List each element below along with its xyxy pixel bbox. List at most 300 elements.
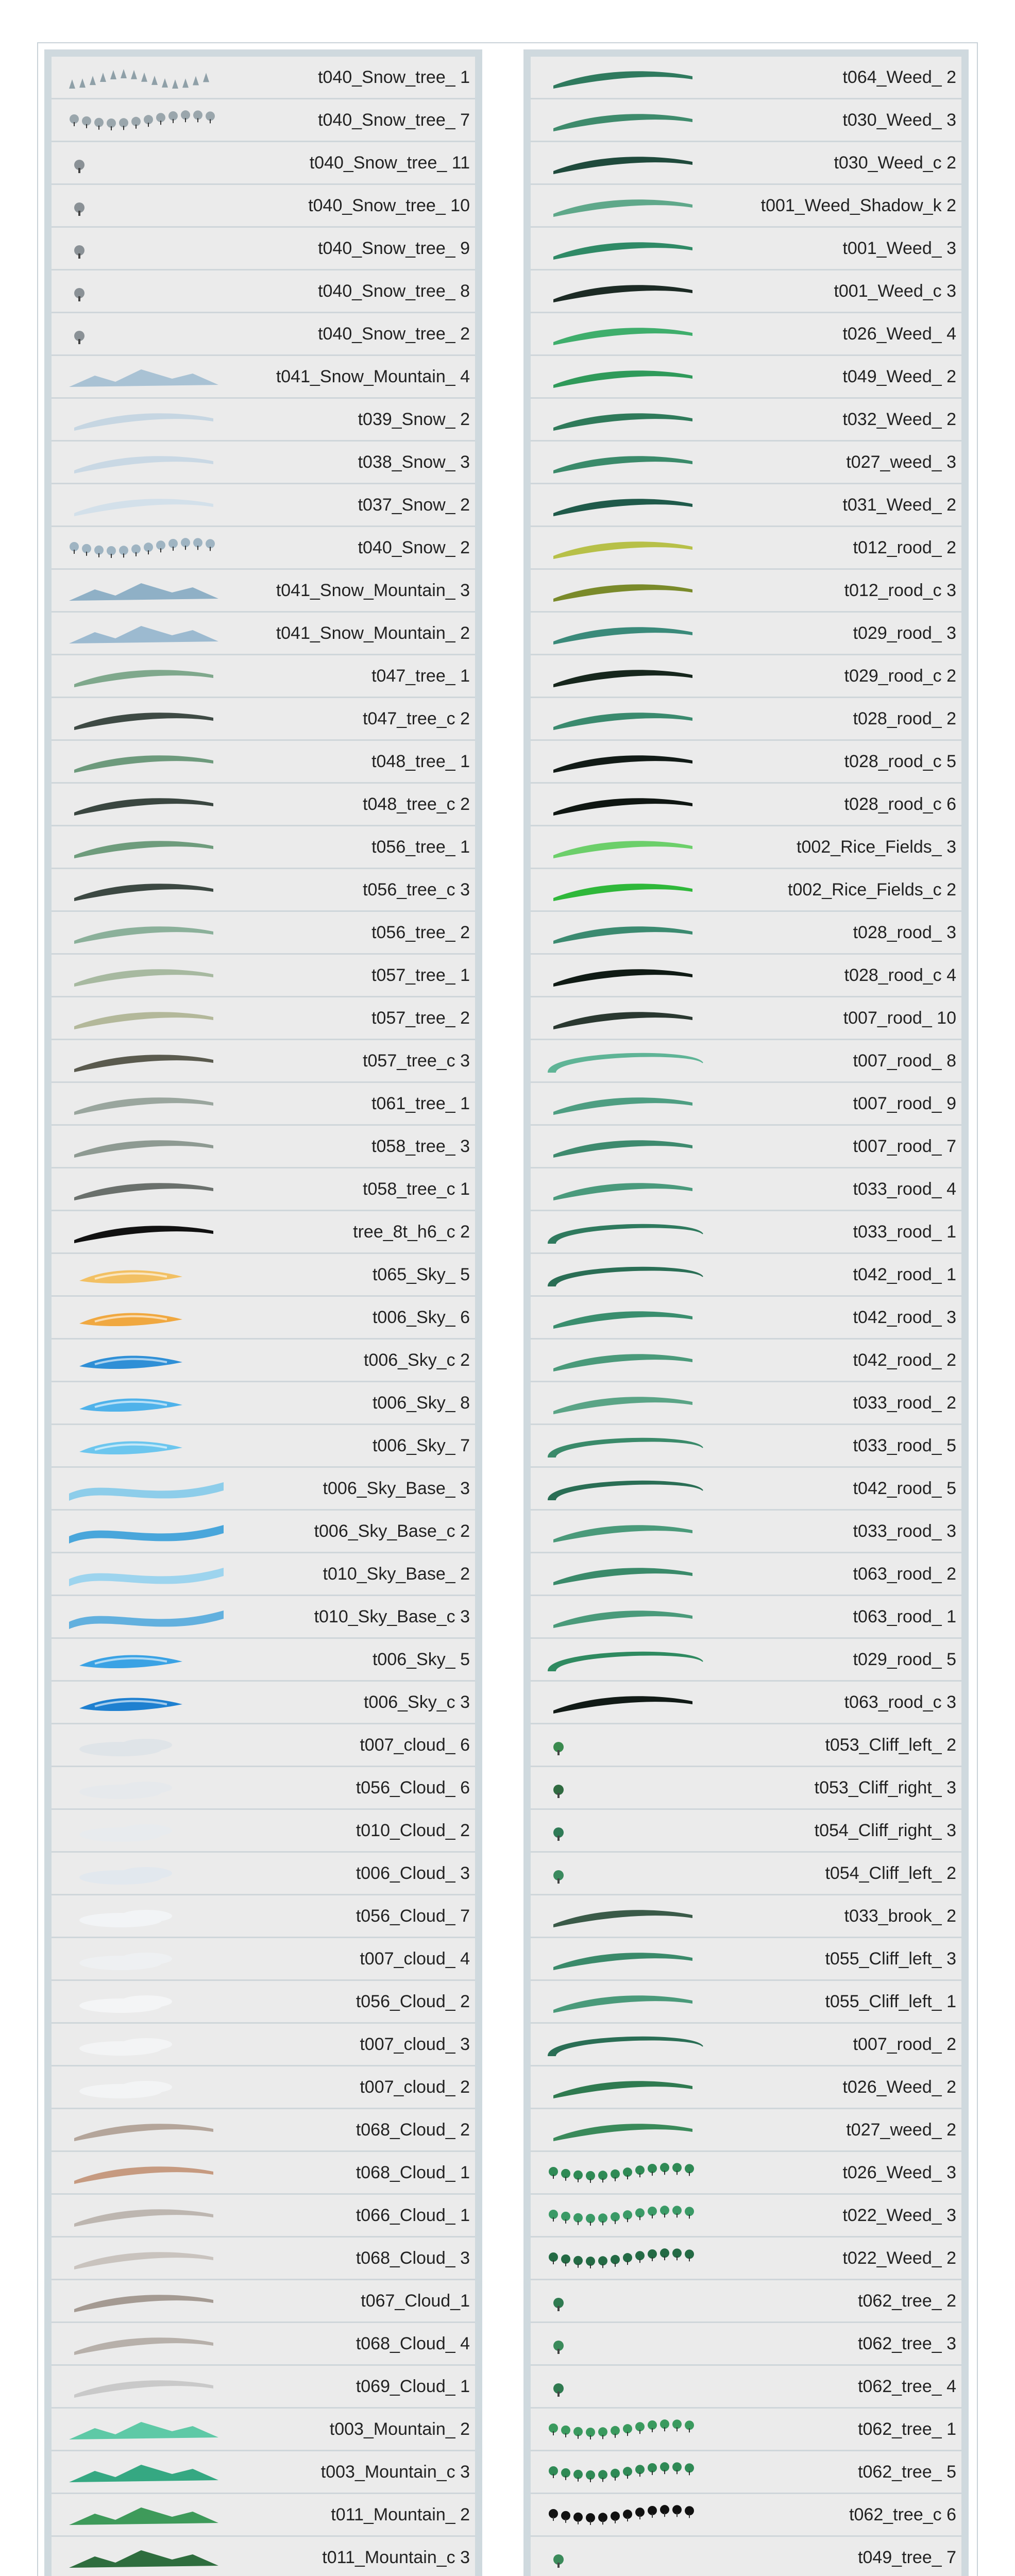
right-brush-item[interactable]: [531, 1938, 961, 1981]
left-brush-item[interactable]: [52, 442, 475, 484]
brush-preview-icon: [538, 871, 713, 909]
brush-name-label: t002_Rice_Fields_ 3: [797, 837, 956, 857]
brush-preview-icon: [538, 444, 713, 482]
brush-name-label: t058_tree_ 3: [371, 1136, 470, 1156]
right-brush-item[interactable]: [531, 1981, 961, 2024]
brush-preview-icon: [59, 230, 234, 268]
brush-name-label: t002_Rice_Fields_c 2: [788, 879, 956, 900]
brush-preview-icon: [538, 401, 713, 439]
brush-preview-icon: [59, 1513, 234, 1551]
left-brush-item[interactable]: [52, 484, 475, 527]
brush-preview-icon: [538, 2282, 713, 2320]
brush-name-label: t069_Cloud_ 1: [356, 2376, 470, 2396]
left-brush-item[interactable]: [52, 1211, 475, 1254]
brush-name-label: t006_Sky_ 8: [372, 1393, 470, 1413]
brush-name-label: t063_rood_ 1: [853, 1606, 956, 1626]
right-brush-item[interactable]: [531, 1468, 961, 1511]
brush-name-label: t048_tree_c 2: [363, 794, 470, 814]
brush-name-label: t057_tree_ 1: [371, 965, 470, 985]
brush-preview-icon: [538, 486, 713, 524]
left-brush-item[interactable]: [52, 912, 475, 955]
brush-preview-icon: [538, 1128, 713, 1166]
brush-preview-icon: [538, 2111, 713, 2149]
brush-preview-icon: [59, 273, 234, 311]
left-brush-item[interactable]: [52, 1511, 475, 1553]
brush-name-label: t028_rood_c 5: [844, 751, 956, 771]
left-brush-item[interactable]: [52, 356, 475, 399]
brush-preview-icon: [59, 2026, 234, 2064]
brush-preview-icon: [538, 657, 713, 696]
left-brush-item[interactable]: [52, 1853, 475, 1895]
brush-preview-icon: [538, 743, 713, 781]
left-brush-item[interactable]: [52, 1083, 475, 1126]
left-brush-item[interactable]: [52, 99, 475, 142]
left-brush-item[interactable]: [52, 1639, 475, 1682]
brush-preview-icon: [59, 144, 234, 182]
right-brush-item[interactable]: [531, 2323, 961, 2366]
right-brush-item[interactable]: [531, 698, 961, 741]
brush-preview-icon: [59, 187, 234, 225]
left-brush-item[interactable]: [52, 1126, 475, 1168]
brush-name-label: t061_tree_ 1: [371, 1093, 470, 1113]
right-brush-item[interactable]: [531, 1211, 961, 1254]
left-brush-item[interactable]: [52, 1938, 475, 1981]
brush-preview-icon: [538, 1384, 713, 1422]
brush-preview-icon: [538, 1256, 713, 1294]
brush-name-label: t041_Snow_Mountain_ 2: [276, 623, 470, 643]
brush-preview-icon: [59, 1983, 234, 2021]
right-brush-item[interactable]: [531, 484, 961, 527]
brush-preview-icon: [59, 999, 234, 1038]
brush-preview-icon: [59, 1769, 234, 1807]
brush-name-label: t007_cloud_ 3: [360, 2034, 470, 2054]
brush-name-label: t047_tree_ 1: [371, 666, 470, 686]
left-brush-item[interactable]: [52, 570, 475, 613]
brush-preview-icon: [59, 2453, 234, 2492]
brush-preview-icon: [59, 2197, 234, 2235]
right-brush-item[interactable]: [531, 1511, 961, 1553]
right-brush-item[interactable]: [531, 270, 961, 313]
brush-name-label: t007_rood_ 2: [853, 2034, 956, 2054]
brush-name-label: t062_tree_ 4: [858, 2376, 956, 2396]
left-brush-item[interactable]: [52, 1981, 475, 2024]
left-brush-item[interactable]: [52, 2024, 475, 2066]
brush-name-label: t028_rood_ 3: [853, 922, 956, 942]
brush-preview-icon: [59, 1342, 234, 1380]
brush-name-label: t022_Weed_ 3: [842, 2205, 956, 2225]
right-brush-item[interactable]: [531, 1553, 961, 1596]
brush-name-label: t038_Snow_ 3: [358, 452, 470, 472]
right-brush-item[interactable]: [531, 1297, 961, 1340]
brush-name-label: t029_rood_c 2: [844, 666, 956, 686]
brush-name-label: t003_Mountain_c 3: [320, 2462, 470, 2482]
brush-name-label: t068_Cloud_ 2: [356, 2120, 470, 2140]
left-brush-item[interactable]: [52, 399, 475, 442]
left-brush-item[interactable]: [52, 2195, 475, 2238]
brush-preview-icon: [59, 1855, 234, 1893]
left-brush-item[interactable]: [52, 313, 475, 356]
brush-name-label: t042_rood_ 2: [853, 1350, 956, 1370]
brush-preview-icon: [59, 1555, 234, 1594]
brush-preview-icon: [59, 1812, 234, 1850]
brush-preview-icon: [538, 358, 713, 396]
brush-preview-icon: [538, 315, 713, 353]
right-brush-item[interactable]: [531, 228, 961, 270]
left-brush-item[interactable]: [52, 997, 475, 1040]
brush-preview-icon: [59, 101, 234, 140]
brush-preview-icon: [59, 401, 234, 439]
left-brush-item[interactable]: [52, 1382, 475, 1425]
right-brush-item[interactable]: [531, 1895, 961, 1938]
brush-preview-icon: [538, 1042, 713, 1080]
brush-preview-icon: [538, 1513, 713, 1551]
right-brush-item[interactable]: [531, 869, 961, 912]
right-brush-item[interactable]: [531, 2024, 961, 2066]
brush-name-label: t040_Snow_tree_ 10: [308, 195, 470, 215]
left-brush-item[interactable]: [52, 1810, 475, 1853]
right-brush-item[interactable]: [531, 1168, 961, 1211]
right-brush-item[interactable]: [531, 185, 961, 228]
left-brush-item[interactable]: [52, 2109, 475, 2152]
brush-name-label: t049_Weed_ 2: [842, 366, 956, 386]
brush-name-label: t062_tree_ 1: [858, 2419, 956, 2439]
brush-preview-icon: [538, 1855, 713, 1893]
brush-name-label: t028_rood_c 4: [844, 965, 956, 985]
brush-name-label: t054_Cliff_right_ 3: [814, 1820, 956, 1840]
right-brush-item[interactable]: [531, 142, 961, 185]
brush-name-label: t056_Cloud_ 7: [356, 1906, 470, 1926]
brush-name-label: t026_Weed_ 4: [842, 324, 956, 344]
brush-preview-icon: [59, 572, 234, 610]
left-brush-item[interactable]: [52, 2537, 475, 2576]
right-brush-item[interactable]: [531, 1126, 961, 1168]
brush-preview-icon: [59, 786, 234, 824]
brush-preview-icon: [538, 786, 713, 824]
brush-preview-icon: [59, 2240, 234, 2278]
brush-preview-icon: [59, 2325, 234, 2363]
brush-preview-icon: [538, 1171, 713, 1209]
brush-preview-icon: [538, 187, 713, 225]
brush-name-label: t006_Sky_ 7: [372, 1435, 470, 1455]
right-brush-item[interactable]: [531, 2238, 961, 2280]
right-brush-item[interactable]: [531, 313, 961, 356]
right-brush-item[interactable]: [531, 826, 961, 869]
brush-name-label: t027_weed_ 2: [846, 2120, 956, 2140]
brush-name-label: t033_rood_ 3: [853, 1521, 956, 1541]
brush-preview-icon: [59, 1128, 234, 1166]
brush-preview-icon: [59, 358, 234, 396]
right-brush-item[interactable]: [531, 1254, 961, 1297]
brush-preview-icon: [59, 2539, 234, 2576]
left-brush-item[interactable]: [52, 2366, 475, 2409]
left-brush-item[interactable]: [52, 1468, 475, 1511]
brush-list-left: [44, 49, 482, 2576]
brush-name-label: t026_Weed_ 2: [842, 2077, 956, 2097]
left-brush-item[interactable]: [52, 2323, 475, 2366]
left-brush-item[interactable]: [52, 57, 475, 99]
brush-name-label: t033_rood_ 4: [853, 1179, 956, 1199]
left-brush-item[interactable]: [52, 1297, 475, 1340]
brush-preview-icon: [59, 2368, 234, 2406]
brush-preview-icon: [59, 1726, 234, 1765]
right-brush-item[interactable]: [531, 57, 961, 99]
right-brush-item[interactable]: [531, 912, 961, 955]
left-brush-item[interactable]: [52, 2066, 475, 2109]
right-brush-item[interactable]: [531, 1639, 961, 1682]
left-brush-item[interactable]: [52, 698, 475, 741]
brush-name-label: t065_Sky_ 5: [372, 1264, 470, 1284]
right-brush-item[interactable]: [531, 2494, 961, 2537]
left-brush-item[interactable]: [52, 228, 475, 270]
left-brush-item[interactable]: [52, 784, 475, 826]
brush-name-label: t042_rood_ 1: [853, 1264, 956, 1284]
brush-preview-icon: [59, 1470, 234, 1508]
right-brush-item[interactable]: [531, 1767, 961, 1810]
brush-name-label: t062_tree_c 6: [849, 2504, 956, 2524]
brush-preview-icon: [59, 914, 234, 952]
left-brush-item[interactable]: [52, 1767, 475, 1810]
brush-list-right: [523, 49, 969, 2576]
brush-name-label: t006_Sky_c 2: [363, 1350, 470, 1370]
brush-name-label: t001_Weed_ 3: [842, 238, 956, 258]
right-brush-item[interactable]: [531, 356, 961, 399]
brush-preview-icon: [59, 2496, 234, 2534]
brush-name-label: t011_Mountain_ 2: [331, 2504, 470, 2524]
right-brush-item[interactable]: [531, 1340, 961, 1382]
left-brush-item[interactable]: [52, 2451, 475, 2494]
brush-preview-icon: [538, 2411, 713, 2449]
brush-name-label: t030_Weed_ 3: [842, 110, 956, 130]
brush-name-label: t028_rood_c 6: [844, 794, 956, 814]
brush-preview-icon: [59, 444, 234, 482]
brush-preview-icon: [538, 1427, 713, 1465]
right-brush-item[interactable]: [531, 99, 961, 142]
brush-preview-icon: [59, 1940, 234, 1978]
right-brush-item[interactable]: [531, 2537, 961, 2576]
brush-name-label: t029_rood_ 3: [853, 623, 956, 643]
brush-preview-icon: [59, 957, 234, 995]
brush-preview-icon: [59, 1085, 234, 1123]
right-brush-item[interactable]: [531, 1596, 961, 1639]
left-brush-item[interactable]: [52, 741, 475, 784]
brush-name-label: t033_rood_ 1: [853, 1222, 956, 1242]
brush-name-label: t006_Sky_ 5: [372, 1649, 470, 1669]
left-brush-item[interactable]: [52, 185, 475, 228]
right-brush-item[interactable]: [531, 2409, 961, 2451]
brush-name-label: t040_Snow_tree_ 1: [318, 67, 470, 87]
brush-name-label: t007_rood_ 7: [853, 1136, 956, 1156]
brush-name-label: t006_Sky_ 6: [372, 1307, 470, 1327]
brush-name-label: t063_rood_c 3: [844, 1692, 956, 1712]
right-brush-item[interactable]: [531, 2109, 961, 2152]
right-brush-item[interactable]: [531, 613, 961, 655]
brush-name-label: t010_Sky_Base_ 2: [323, 1564, 470, 1584]
brush-name-label: t041_Snow_Mountain_ 3: [276, 580, 470, 600]
brush-name-label: t042_rood_ 5: [853, 1478, 956, 1498]
brush-name-label: t006_Cloud_ 3: [356, 1863, 470, 1883]
brush-name-label: t010_Sky_Base_c 3: [314, 1606, 470, 1626]
left-brush-item[interactable]: [52, 527, 475, 570]
brush-preview-icon: [59, 1256, 234, 1294]
right-brush-item[interactable]: [531, 2066, 961, 2109]
brush-preview-icon: [538, 1769, 713, 1807]
brush-name-label: t057_tree_c 3: [363, 1050, 470, 1071]
brush-preview-icon: [538, 2453, 713, 2492]
brush-preview-icon: [538, 2026, 713, 2064]
brush-name-label: t007_cloud_ 4: [360, 1948, 470, 1969]
brush-name-label: t041_Snow_Mountain_ 4: [276, 366, 470, 386]
left-brush-item[interactable]: [52, 2280, 475, 2323]
right-brush-item[interactable]: [531, 655, 961, 698]
brush-name-label: t001_Weed_Shadow_k 2: [760, 195, 956, 215]
left-brush-item[interactable]: [52, 1340, 475, 1382]
right-brush-item[interactable]: [531, 570, 961, 613]
right-brush-item[interactable]: [531, 1083, 961, 1126]
brush-name-label: t007_rood_ 9: [853, 1093, 956, 1113]
brush-preview-icon: [538, 914, 713, 952]
brush-preview-icon: [59, 657, 234, 696]
right-brush-item[interactable]: [531, 2280, 961, 2323]
left-brush-item[interactable]: [52, 655, 475, 698]
brush-preview-icon: [538, 1940, 713, 1978]
brush-name-label: t007_cloud_ 2: [360, 2077, 470, 2097]
right-brush-item[interactable]: [531, 1810, 961, 1853]
right-brush-item[interactable]: [531, 784, 961, 826]
brush-preview-icon: [59, 2411, 234, 2449]
left-brush-item[interactable]: [52, 613, 475, 655]
left-brush-item[interactable]: [52, 142, 475, 185]
brush-preview-icon: [538, 1213, 713, 1251]
brush-name-label: t054_Cliff_left_ 2: [825, 1863, 956, 1883]
brush-name-label: t067_Cloud_1: [361, 2291, 470, 2311]
brush-preview-icon: [538, 2496, 713, 2534]
brush-name-label: t055_Cliff_left_ 1: [825, 1991, 956, 2011]
left-brush-item[interactable]: [52, 1254, 475, 1297]
brush-preview-icon: [59, 743, 234, 781]
left-brush-item[interactable]: [52, 1168, 475, 1211]
left-brush-item[interactable]: [52, 1682, 475, 1724]
brush-preview-icon: [538, 572, 713, 610]
brush-preview-icon: [59, 1598, 234, 1636]
brush-name-label: t022_Weed_ 2: [842, 2248, 956, 2268]
right-brush-item[interactable]: [531, 997, 961, 1040]
left-brush-item[interactable]: [52, 2152, 475, 2195]
brush-name-label: t007_rood_ 10: [843, 1008, 956, 1028]
brush-name-label: t006_Sky_Base_c 2: [314, 1521, 470, 1541]
right-brush-item[interactable]: [531, 1382, 961, 1425]
left-brush-item[interactable]: [52, 1895, 475, 1938]
brush-name-label: t068_Cloud_ 1: [356, 2162, 470, 2182]
right-brush-item[interactable]: [531, 741, 961, 784]
brush-preview-icon: [538, 1812, 713, 1850]
brush-name-label: t028_rood_ 2: [853, 708, 956, 728]
brush-preview-icon: [538, 1555, 713, 1594]
left-brush-item[interactable]: [52, 270, 475, 313]
brush-name-label: t040_Snow_tree_ 7: [318, 110, 470, 130]
brush-preview-icon: [59, 59, 234, 97]
left-brush-item[interactable]: [52, 2409, 475, 2451]
right-brush-item[interactable]: [531, 527, 961, 570]
left-brush-item[interactable]: [52, 826, 475, 869]
brush-name-label: t066_Cloud_ 1: [356, 2205, 470, 2225]
brush-name-label: t007_cloud_ 6: [360, 1735, 470, 1755]
brush-preview-icon: [59, 315, 234, 353]
right-brush-item[interactable]: [531, 2152, 961, 2195]
brush-name-label: t049_tree_ 7: [858, 2547, 956, 2567]
brush-name-label: t058_tree_c 1: [363, 1179, 470, 1199]
brush-preview-icon: [538, 2325, 713, 2363]
brush-name-label: t064_Weed_ 2: [842, 67, 956, 87]
right-brush-item[interactable]: [531, 2195, 961, 2238]
brush-preview-icon: [59, 2069, 234, 2107]
brush-preview-icon: [59, 828, 234, 867]
left-brush-item[interactable]: [52, 1040, 475, 1083]
left-brush-item[interactable]: [52, 2494, 475, 2537]
brush-preview-icon: [538, 1897, 713, 1936]
brush-name-label: t039_Snow_ 2: [358, 409, 470, 429]
brush-name-label: t068_Cloud_ 4: [356, 2333, 470, 2353]
brush-name-label: t062_tree_ 2: [858, 2291, 956, 2311]
brush-preview-icon: [538, 2154, 713, 2192]
brush-preview-icon: [538, 1641, 713, 1679]
brush-name-label: t040_Snow_ 2: [358, 537, 470, 557]
brush-preview-icon: [538, 999, 713, 1038]
left-brush-item[interactable]: [52, 1596, 475, 1639]
left-brush-item[interactable]: [52, 1553, 475, 1596]
brush-name-label: t030_Weed_c 2: [834, 152, 956, 173]
brush-preview-icon: [538, 1085, 713, 1123]
right-brush-item[interactable]: [531, 1425, 961, 1468]
brush-preview-icon: [538, 1684, 713, 1722]
brush-name-label: t057_tree_ 2: [371, 1008, 470, 1028]
brush-preview-icon: [538, 615, 713, 653]
brush-name-label: t010_Cloud_ 2: [356, 1820, 470, 1840]
brush-preview-icon: [59, 2154, 234, 2192]
right-brush-item[interactable]: [531, 399, 961, 442]
brush-preview-icon: [538, 2069, 713, 2107]
right-brush-item[interactable]: [531, 442, 961, 484]
right-brush-item[interactable]: [531, 2366, 961, 2409]
brush-preview-icon: [59, 486, 234, 524]
brush-name-label: t056_Cloud_ 2: [356, 1991, 470, 2011]
brush-name-label: t040_Snow_tree_ 11: [309, 152, 470, 173]
brush-preview-icon: [538, 957, 713, 995]
right-brush-item[interactable]: [531, 2451, 961, 2494]
brush-name-label: t056_tree_ 1: [371, 837, 470, 857]
brush-name-label: t055_Cliff_left_ 3: [825, 1948, 956, 1969]
left-brush-item[interactable]: [52, 1425, 475, 1468]
brush-name-label: t042_rood_ 3: [853, 1307, 956, 1327]
left-brush-item[interactable]: [52, 955, 475, 997]
brush-name-label: t068_Cloud_ 3: [356, 2248, 470, 2268]
right-brush-item[interactable]: [531, 1853, 961, 1895]
right-brush-item[interactable]: [531, 1724, 961, 1767]
brush-name-label: t053_Cliff_right_ 3: [814, 1777, 956, 1798]
right-brush-item[interactable]: [531, 1040, 961, 1083]
brush-name-label: t063_rood_ 2: [853, 1564, 956, 1584]
left-brush-item[interactable]: [52, 2238, 475, 2280]
right-brush-item[interactable]: [531, 955, 961, 997]
brush-preview-icon: [59, 1897, 234, 1936]
right-brush-item[interactable]: [531, 1682, 961, 1724]
brush-preview-icon: [538, 1983, 713, 2021]
left-brush-item[interactable]: [52, 1724, 475, 1767]
left-brush-item[interactable]: [52, 869, 475, 912]
brush-name-label: t040_Snow_tree_ 9: [318, 238, 470, 258]
brush-name-label: t033_brook_ 2: [844, 1906, 956, 1926]
brush-preview-icon: [538, 529, 713, 567]
brush-preview-icon: [538, 2240, 713, 2278]
